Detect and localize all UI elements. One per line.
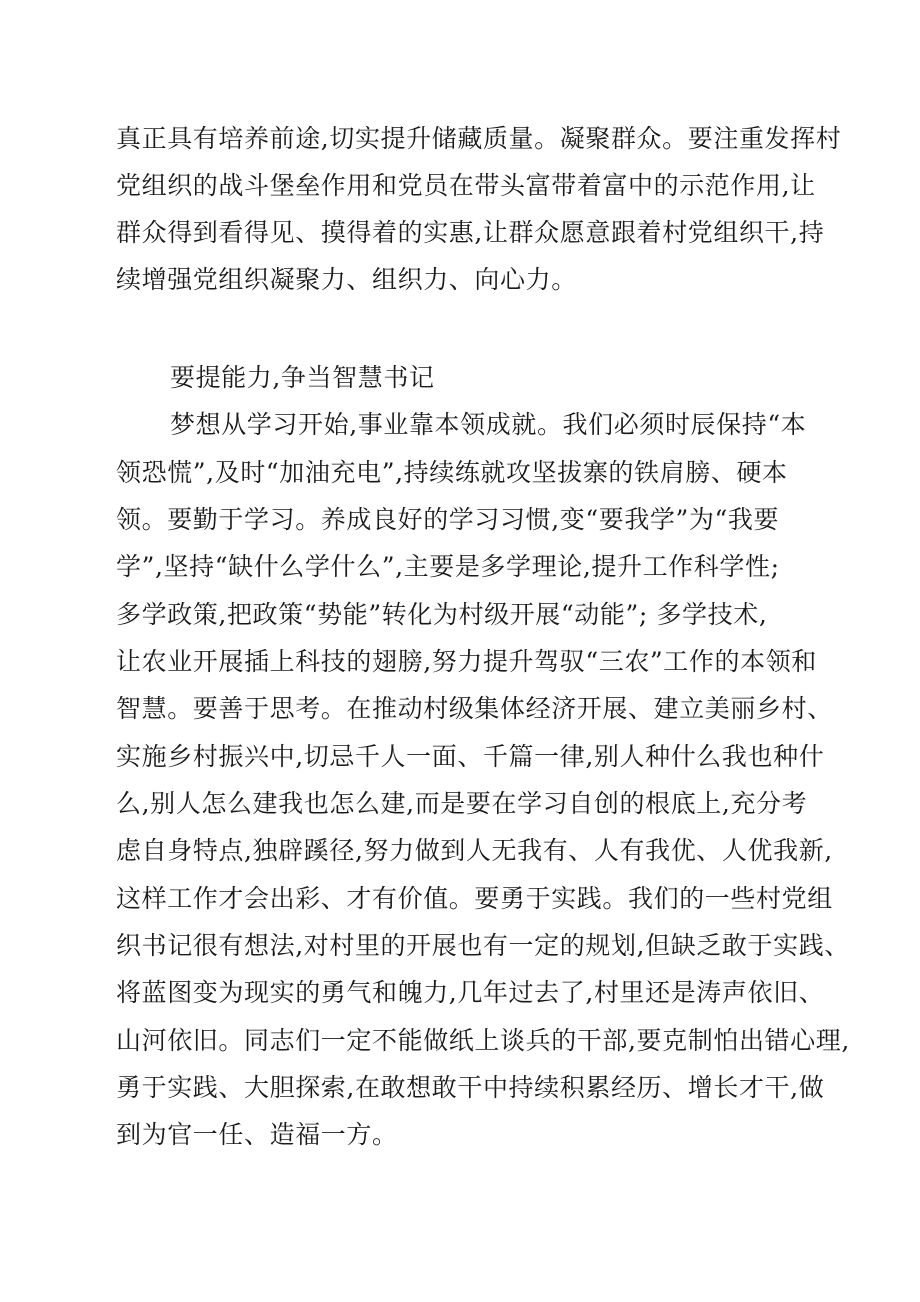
paragraph-2-line-11: 这样工作才会出彩、才有价值。要勇于实践。我们的一些村党组 <box>116 884 833 913</box>
paragraph-2-line-10: 虑自身特点,独辟蹊径,努力做到人无我有、人有我优、人优我新, <box>116 836 833 865</box>
paragraph-1-line-2: 党组织的战斗堡垒作用和党员在带头富带着富中的示范作用,让 <box>116 171 816 200</box>
paragraph-2-line-8: 实施乡村振兴中,切忌千人一面、千篇一律,别人种什么我也种什 <box>116 742 825 771</box>
paragraph-2-line-9: 么,别人怎么建我也怎么建,而是要在学习自创的根底上,充分考 <box>116 789 808 818</box>
paragraph-2-line-7: 智慧。要善于思考。在推动村级集体经济开展、建立美丽乡村、 <box>116 694 833 723</box>
paragraph-2-line-15: 勇于实践、大胆探索,在敢想敢干中持续积累经历、增长才干,做 <box>116 1073 825 1102</box>
paragraph-2-line-4: 学”,坚持“缺什么学什么”,主要是多学理论,提升工作科学性; <box>116 552 780 581</box>
paragraph-2-line-6: 让农业开展插上科技的翅膀,努力提升驾驭“三农”工作的本领和 <box>116 647 817 676</box>
section-heading: 要提能力,争当智慧书记 <box>170 363 435 392</box>
paragraph-2-line-12: 织书记很有想法,对村里的开展也有一定的规划,但缺乏敢于实践、 <box>116 931 850 960</box>
paragraph-2-line-16: 到为官一任、造福一方。 <box>116 1120 398 1149</box>
paragraph-2-line-1: 梦想从学习开始,事业靠本领成就。我们必须时辰保持“本 <box>170 410 807 439</box>
paragraph-1-line-4: 续增强党组织凝聚力、组织力、向心力。 <box>116 265 577 294</box>
paragraph-2-line-14: 山河依旧。同志们一定不能做纸上谈兵的干部,要克制怕出错心理, <box>116 1026 850 1055</box>
paragraph-1-line-3: 群众得到看得见、摸得着的实惠,让群众愿意跟着村党组织干,持 <box>116 218 825 247</box>
paragraph-2-line-5: 多学政策,把政策“势能”转化为村级开展“动能”; 多学技术, <box>116 600 768 629</box>
paragraph-2-line-2: 领恐慌”,及时“加油充电”,持续练就攻坚拔寨的铁肩膀、硬本 <box>116 458 788 487</box>
paragraph-2-line-3: 领。要勤于学习。养成良好的学习习惯,变“要我学”为“我要 <box>116 505 780 534</box>
paragraph-1-line-1: 真正具有培养前途,切实提升储藏质量。凝聚群众。要注重发挥村 <box>116 124 842 153</box>
paragraph-2-line-13: 将蓝图变为现实的勇气和魄力,几年过去了,村里还是涛声依旧、 <box>116 978 825 1007</box>
